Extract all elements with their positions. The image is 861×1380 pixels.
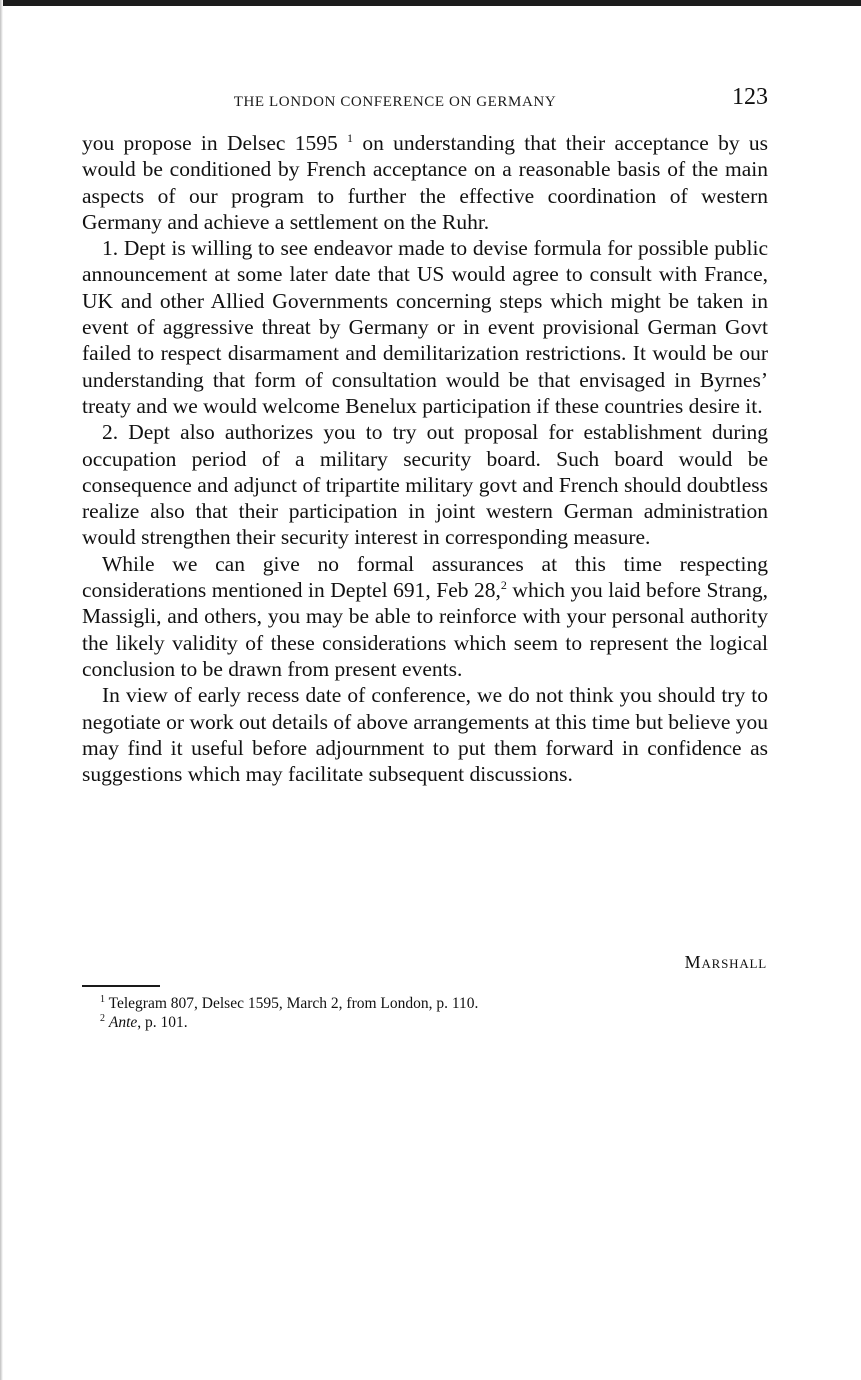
body-text bbox=[82, 130, 768, 787]
footnotes bbox=[100, 994, 768, 1032]
footnote-1-text: Telegram 807, Delsec 1595, March 2, from London, p. 110. bbox=[108, 995, 479, 1012]
footnote-2-italic: Ante bbox=[108, 1014, 138, 1031]
running-head bbox=[82, 84, 768, 116]
top-page-edge bbox=[0, 0, 861, 6]
footnote-1-mark: 1 bbox=[100, 993, 105, 1005]
paragraph-2: 1. Dept is willing to see endeavor made to devise formula for possible public announcement at some later date that US would agree to consult with France, UK and other Allied Governments concerning steps which might be taken in event of aggressive threat by Germany or in event provisional German Govt failed to respect disarmament and demilitarization restrictions. It would be our understanding that form of consultation would be that envisaged in Byrnes’ treaty and we would welcome Benelux participation if these countries desire it. bbox=[82, 236, 768, 418]
left-page-edge bbox=[0, 0, 3, 1380]
paragraph-4 bbox=[82, 551, 768, 682]
signature: Marshall bbox=[684, 952, 767, 972]
paragraph-continued bbox=[82, 130, 768, 235]
footnote-2 bbox=[100, 1013, 768, 1032]
footnote-1 bbox=[100, 994, 768, 1013]
paragraph-3: 2. Dept also authorizes you to try out proposal for establishment during occupation period of a military security board. Such board would be consequence and adjunct of tripartite military govt and French should doubtless realize also that their participation in joint western German administration would strengthen their security interest in corresponding measure. bbox=[82, 420, 768, 550]
paragraph-1-end: on understanding that their acceptance by us would be conditioned by French acceptance on a reasonable basis of the main aspects of our program to further the effective coordination of western Germany and achieve a settlement on the Ruhr. bbox=[82, 131, 768, 234]
running-title: THE LONDON CONFERENCE ON GERMANY bbox=[233, 94, 557, 110]
footnote-ref-1: 1 bbox=[347, 130, 354, 145]
page-number: 123 bbox=[732, 84, 768, 110]
paragraph-1-start: you propose in Delsec 1595 bbox=[82, 131, 348, 155]
paragraph-4-start: While we can give no formal assurances at this time respecting considerations mentioned in Deptel 691, Feb 28, bbox=[82, 551, 768, 603]
paragraph-4-end: which you laid before Strang, Massigli, and others, you may be able to reinforce with your personal authority the likely validity of these considerations which seem to represent the logical conclusion to be drawn from present events. bbox=[82, 578, 768, 681]
paragraph-5: In view of early recess date of conference, we do not think you should try to negotiate or work out details of above arrangements at this time but believe you may find it useful before adjournment to put them forward in confidence as suggestions which may facilitate subsequent discussions. bbox=[82, 683, 769, 787]
footnote-ref-2: 2 bbox=[500, 577, 507, 592]
footnote-2-mark: 2 bbox=[100, 1012, 105, 1024]
footnote-rule bbox=[82, 985, 160, 987]
footnote-2-text: , p. 101. bbox=[137, 1014, 188, 1031]
